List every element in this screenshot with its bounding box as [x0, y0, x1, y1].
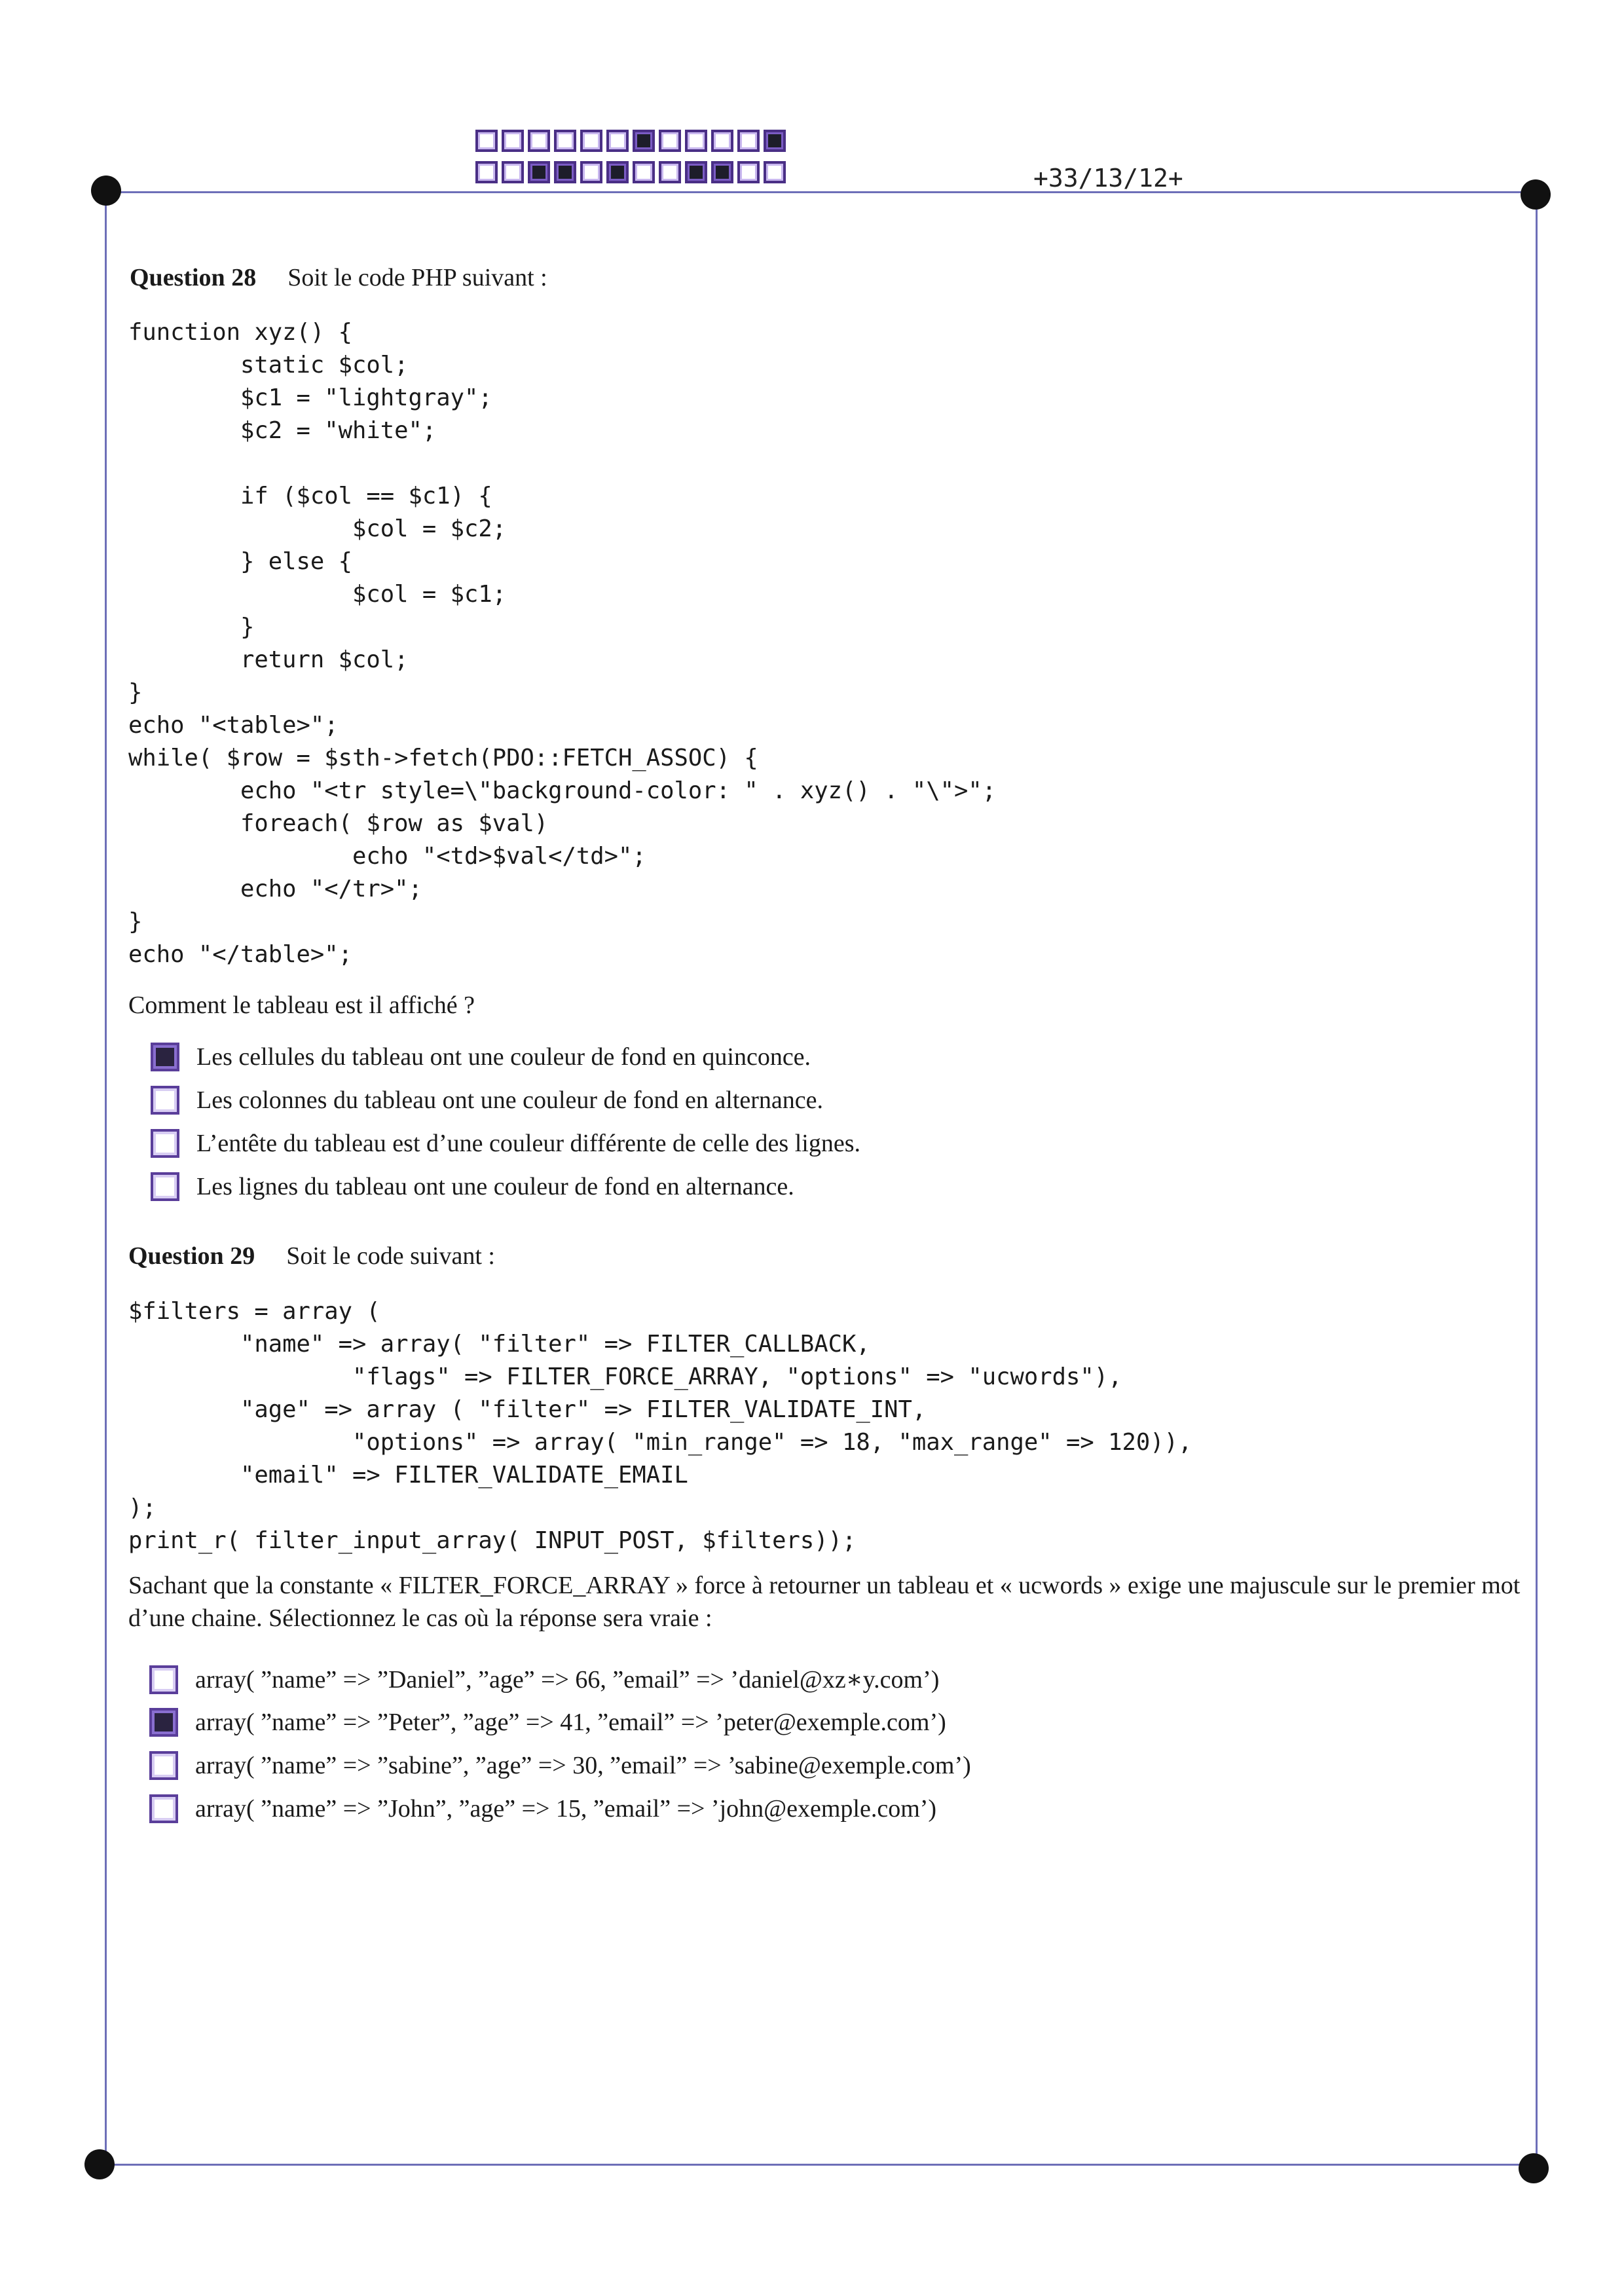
barcode-cell: [633, 161, 655, 183]
barcode-cell: [737, 161, 760, 183]
question-28-heading: [130, 263, 547, 292]
barcode-cell: [554, 130, 576, 152]
question-title: Soit le code PHP suivant :: [287, 264, 547, 291]
frame-bottom-line: [100, 2164, 1540, 2166]
corner-mark-bottom-right: [1519, 2153, 1549, 2183]
corner-mark-top-left: [91, 176, 121, 206]
question-29-code: $filters = array ( "name" => array( "filter" => FILTER_CALLBACK, "flags" => FILTER_FORCE_ARRAY, "options" => "ucwords"), "age" => array ( "filter" => FILTER_VALIDATE_INT, "options" => array( "min_range" => 18, "max_range" => 120)), "email" => FILTER_VALIDATE_EMAIL ); print_r( filter_input_array( INPUT_POST, $filters));: [128, 1298, 1192, 1554]
answer-checkbox[interactable]: [149, 1665, 178, 1694]
barcode-cell: [580, 161, 602, 183]
page-id: +33/13/12+: [1033, 164, 1183, 193]
corner-mark-bottom-left: [84, 2149, 115, 2179]
answer-checkbox[interactable]: [149, 1794, 178, 1823]
question-29-prompt: Sachant que la constante « FILTER_FORCE_ARRAY » force à retourner un tableau et « ucwords » exige une majuscule sur le premier mot d’une chaine. Sélectionnez le cas où la réponse sera vraie :: [128, 1572, 1521, 1632]
answer-checkbox[interactable]: [149, 1751, 178, 1780]
question-label: Question 29: [128, 1242, 255, 1270]
barcode-cell: [685, 130, 707, 152]
q29-answer-4[interactable]: [149, 1794, 936, 1823]
answer-checkbox[interactable]: [151, 1043, 179, 1071]
answer-text: array( ”name” => ”sabine”, ”age” => 30, ”email” => ’sabine@exemple.com’): [195, 1752, 971, 1779]
barcode-cell: [554, 161, 576, 183]
answer-text: Les colonnes du tableau ont une couleur de fond en alternance.: [196, 1086, 824, 1114]
barcode-cell: [502, 161, 524, 183]
corner-mark-top-right: [1521, 179, 1551, 210]
question-29-heading: [128, 1242, 495, 1270]
question-label: Question 28: [130, 264, 257, 291]
barcode-cell: [659, 130, 681, 152]
barcode-cell: [528, 130, 550, 152]
q29-answer-1[interactable]: [149, 1665, 939, 1694]
barcode-cell: [659, 161, 681, 183]
barcode-top-row: [475, 130, 790, 152]
barcode-cell: [475, 130, 498, 152]
barcode-cell: [606, 130, 629, 152]
question-title: Soit le code suivant :: [286, 1242, 495, 1270]
answer-checkbox[interactable]: [151, 1086, 179, 1115]
answer-checkbox[interactable]: [151, 1172, 179, 1201]
barcode-cell: [606, 161, 629, 183]
barcode-cell: [685, 161, 707, 183]
barcode-cell: [502, 130, 524, 152]
answer-text: array( ”name” => ”John”, ”age” => 15, ”email” => ’john@exemple.com’): [195, 1795, 937, 1823]
answer-text: Les lignes du tableau ont une couleur de fond en alternance.: [196, 1173, 794, 1200]
answer-text: Les cellules du tableau ont une couleur de fond en quinconce.: [196, 1043, 811, 1071]
answer-text: L’entête du tableau est d’une couleur différente de celle des lignes.: [196, 1130, 860, 1157]
barcode-cell: [764, 161, 786, 183]
answer-checkbox[interactable]: [151, 1129, 179, 1158]
frame-right-line: [1536, 191, 1538, 2166]
barcode-cell: [633, 130, 655, 152]
question-28-prompt: Comment le tableau est il affiché ?: [128, 991, 475, 1019]
barcode-cell: [764, 130, 786, 152]
answer-checkbox[interactable]: [149, 1708, 178, 1737]
barcode-cell: [475, 161, 498, 183]
barcode-cell: [711, 130, 733, 152]
q28-answer-3[interactable]: [151, 1129, 860, 1158]
frame-top-line: [106, 191, 1538, 193]
q29-answer-3[interactable]: [149, 1751, 971, 1780]
answer-text: array( ”name” => ”Peter”, ”age” => 41, ”email” => ’peter@exemple.com’): [195, 1709, 946, 1736]
barcode-cell: [528, 161, 550, 183]
barcode-cell: [711, 161, 733, 183]
answer-text: array( ”name” => ”Daniel”, ”age” => 66, ”email” => ’daniel@xz∗y.com’): [195, 1666, 940, 1694]
q28-answer-1[interactable]: [151, 1043, 811, 1071]
question-28-code: function xyz() { static $col; $c1 = "lightgray"; $c2 = "white"; if ($col == $c1) { $col = $c2; } else { $col = $c1; } return $col; } echo "<table>"; while( $row = $sth->fetch(PDO::FETCH_ASSOC) { echo "<tr style=\"background-color: " . xyz() . "\">"; foreach( $row as $val) echo "<td>$val</td>"; echo "</tr>"; } echo "</table>";: [128, 319, 997, 968]
q29-answer-2[interactable]: [149, 1708, 946, 1737]
barcode-bottom-row: [475, 161, 790, 183]
frame-left-line: [105, 191, 107, 2166]
q28-answer-4[interactable]: [151, 1172, 794, 1201]
barcode-cell: [580, 130, 602, 152]
q28-answer-2[interactable]: [151, 1086, 823, 1115]
barcode-cell: [737, 130, 760, 152]
